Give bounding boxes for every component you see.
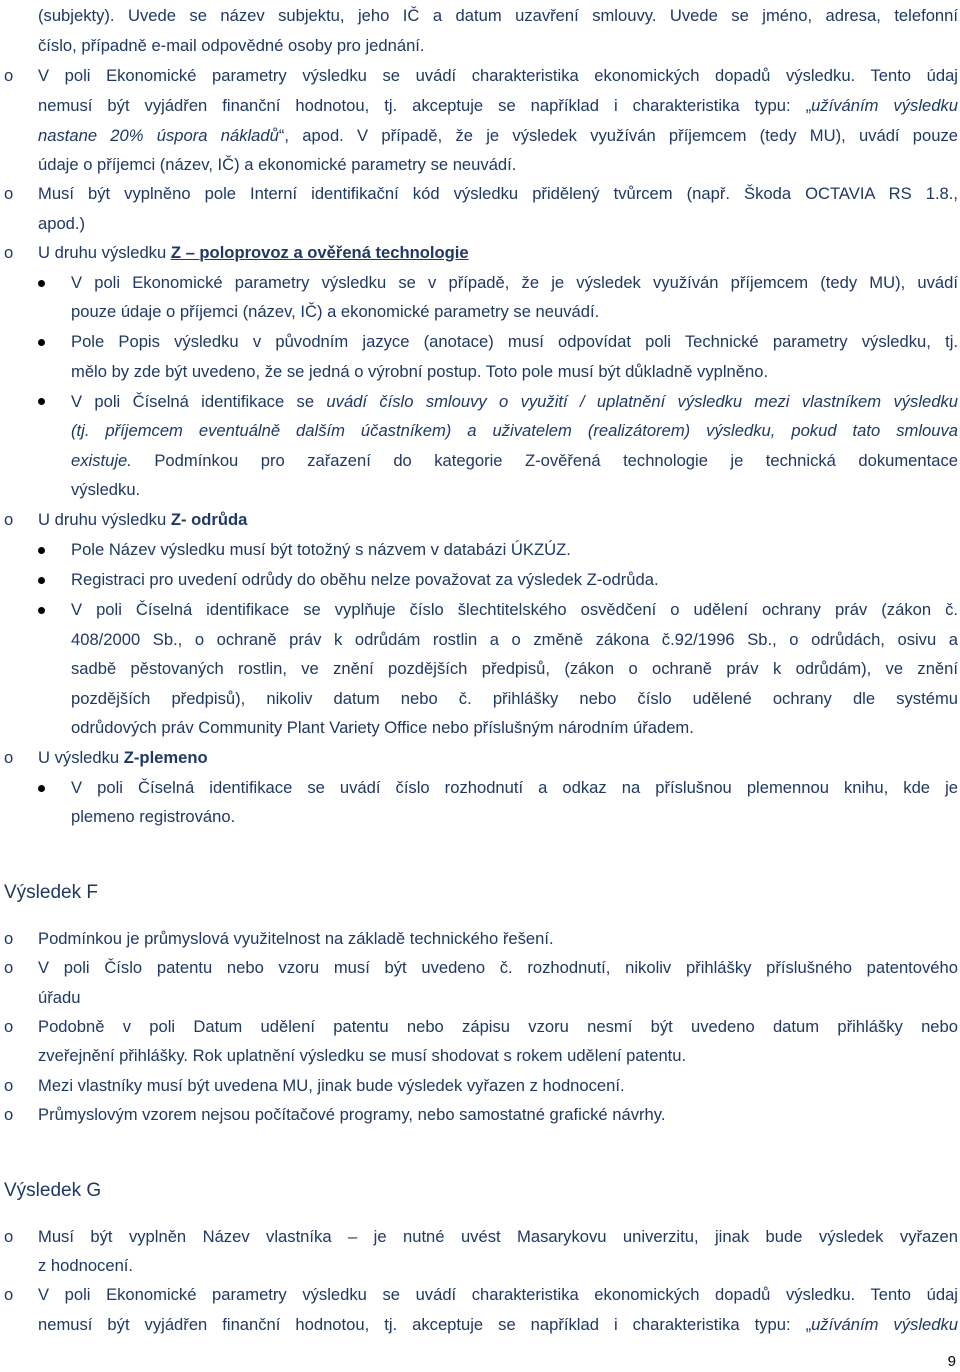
bullet-icon xyxy=(38,339,45,346)
text-line: pouze údaje o příjemci (název, IČ) a ekonomické parametry se neuvádí. xyxy=(71,302,600,321)
text-line: existuje. Podmínkou pro zařazení do kategorie Z-ověřená technologie je technická dokumentace xyxy=(71,451,958,470)
bullet-icon xyxy=(38,280,45,287)
text-line: Musí být vyplněno pole Interní identifikační kód výsledku přidělený tvůrcem (např. Škoda OCTAVIA RS 1.8., xyxy=(38,184,958,203)
bullet-icon xyxy=(38,607,45,614)
page-number: 9 xyxy=(947,1353,956,1370)
text-line: V poli Číslo patentu nebo vzoru musí být uvedeno č. rozhodnutí, nikoliv přihlášky příslušného patentového xyxy=(38,958,958,977)
text-line: apod.) xyxy=(38,214,86,233)
text-line: z hodnocení. xyxy=(38,1256,134,1275)
text-line: V poli Ekonomické parametry výsledku se uvádí charakteristika ekonomických dopadů výsledku. Tento údaj xyxy=(38,1285,958,1304)
section-heading-z-plemeno: U výsledku Z-plemeno xyxy=(38,748,208,767)
text-line: Mezi vlastníky musí být uvedena MU, jinak bude výsledek vyřazen z hodnocení. xyxy=(38,1076,625,1095)
list-marker: o xyxy=(4,1017,14,1036)
list-marker: o xyxy=(4,1076,14,1095)
heading-vysledek-g: Výsledek G xyxy=(4,1180,102,1201)
text-line: Podobně v poli Datum udělení patentu nebo zápisu vzoru nesmí být uvedeno datum přihlášky nebo xyxy=(38,1017,958,1036)
text-line: V poli Číselná identifikace se uvádí číslo rozhodnutí a odkaz na příslušnou plemennou knihu, kde je xyxy=(71,778,958,797)
section-heading-z-odruda: U druhu výsledku Z- odrůda xyxy=(38,510,248,529)
text-line: pozdějších předpisů), nikoliv datum nebo č. přihlášky nebo číslo udělené ochrany dle systému xyxy=(71,689,958,708)
bullet-icon xyxy=(38,785,45,792)
text-line: V poli Ekonomické parametry výsledku se uvádí charakteristika ekonomických dopadů výsledku. Tento údaj xyxy=(38,66,958,85)
text-line: údaje o příjemci (název, IČ) a ekonomické parametry se neuvádí. xyxy=(38,155,517,174)
text-line: číslo, případně e-mail odpovědné osoby pro jednání. xyxy=(38,36,425,55)
bullet-icon xyxy=(38,398,45,405)
list-marker: o xyxy=(4,748,14,767)
text-line: (tj. příjemcem eventuálně dalším účastníkem) a uživatelem (realizátorem) výsledku, pokud tato smlouva xyxy=(71,421,958,440)
text-line: Registraci pro uvedení odrůdy do oběhu nelze považovat za výsledek Z-odrůda. xyxy=(71,570,659,589)
text-line: Pole Popis výsledku v původním jazyce (anotace) musí odpovídat poli Technické parametry výsledku, tj. xyxy=(71,332,958,351)
text-line: mělo by zde být uvedeno, že se jedná o výrobní postup. Toto pole musí být důkladně vyplněno. xyxy=(71,362,769,381)
text-line: nemusí být vyjádřen finanční hodnotou, tj. akceptuje se například i charakteristika typu: „užíváním výsledku xyxy=(38,1315,958,1334)
bullet-icon xyxy=(38,577,45,584)
list-marker: o xyxy=(4,1285,14,1304)
text-line: 408/2000 Sb., o ochraně práv k odrůdám rostlin a o změně zákona č.92/1996 Sb., o odrůdách, osivu a xyxy=(71,630,958,649)
text-line: úřadu xyxy=(38,988,81,1007)
text-line: nemusí být vyjádřen finanční hodnotou, tj. akceptuje se například i charakteristika typu: „užíváním výsledku xyxy=(38,96,958,115)
section-heading-z-poloprovoz: U druhu výsledku Z – poloprovoz a ověřená technologie xyxy=(38,243,469,262)
text-line: V poli Číselná identifikace se vyplňuje číslo šlechtitelského osvědčení o udělení ochrany práv (zákon č. xyxy=(71,600,958,619)
text-line: plemeno registrováno. xyxy=(71,807,236,826)
text-line: sadbě pěstovaných rostlin, ve znění pozdějších předpisů, (zákon o ochraně práv k odrůdám), ve znění xyxy=(71,659,958,678)
list-marker: o xyxy=(4,243,14,262)
heading-vysledek-f: Výsledek F xyxy=(4,882,98,903)
text-line: výsledku. xyxy=(71,480,141,499)
text-line: nastane 20% úspora nákladů“, apod. V případě, že je výsledek využíván příjemcem (tedy MU), uvádí pouze xyxy=(38,126,959,145)
text-line: zveřejnění přihlášky. Rok uplatnění výsledku se musí shodovat s rokem udělení patentu. xyxy=(38,1046,687,1065)
list-marker: o xyxy=(4,184,14,203)
text-line: V poli Číselná identifikace se uvádí číslo smlouvy o využití / uplatnění výsledku mezi vlastníkem výsledku xyxy=(71,392,959,411)
list-marker: o xyxy=(4,929,14,948)
text-line: Musí být vyplněn Název vlastníka – je nutné uvést Masarykovu univerzitu, jinak bude výsledek vyřazen xyxy=(38,1227,958,1246)
text-line: Pole Název výsledku musí být totožný s názvem v databázi ÚKZÚZ. xyxy=(71,540,571,559)
text-line: (subjekty). Uvede se název subjektu, jeho IČ a datum uzavření smlouvy. Uvede se jméno, adresa, telefonní xyxy=(38,6,958,25)
text-line: V poli Ekonomické parametry výsledku se v případě, že je výsledek využíván příjemcem (tedy MU), uvádí xyxy=(71,273,958,292)
list-marker: o xyxy=(4,510,14,529)
list-marker: o xyxy=(4,1105,14,1124)
list-marker: o xyxy=(4,66,14,85)
text-line: odrůdových práv Community Plant Variety Office nebo příslušným národním úřadem. xyxy=(71,718,694,737)
list-marker: o xyxy=(4,958,14,977)
text-line: Průmyslovým vzorem nejsou počítačové programy, nebo samostatné grafické návrhy. xyxy=(38,1105,666,1124)
text-line: Podmínkou je průmyslová využitelnost na základě technického řešení. xyxy=(38,929,554,948)
bullet-icon xyxy=(38,547,45,554)
list-marker: o xyxy=(4,1227,14,1246)
